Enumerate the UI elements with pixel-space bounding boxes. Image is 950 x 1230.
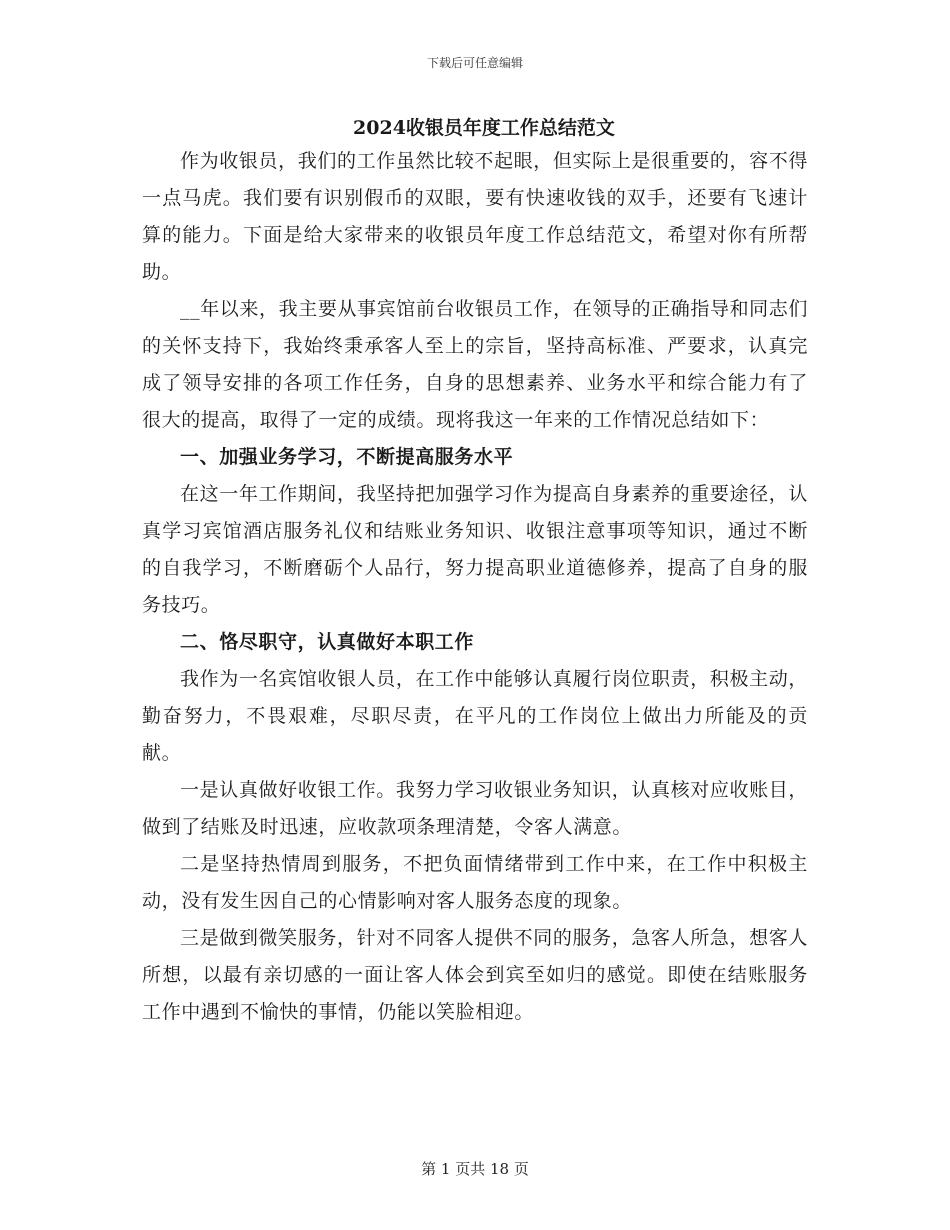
paragraph-intro: 作为收银员，我们的工作虽然比较不起眼，但实际上是很重要的，容不得一点马虎。我们要有识别假币的双眼，要有快速收钱的双手，还要有飞速计算的能力。下面是给大家带来的收银员年度工作总结范文，希望对你有所帮助。 (142, 150, 808, 283)
document-body (142, 113, 808, 1031)
section-heading-1: 一、加强业务学习，不断提高服务水平 (180, 446, 514, 468)
paragraph-point-1: 一是认真做好收银工作。我努力学习收银业务知识，认真核对应收账目，做到了结账及时迅速，应收款项条理清楚，令客人满意。 (142, 779, 808, 838)
paragraph-point-3: 三是做到微笑服务，针对不同客人提供不同的服务，急客人所急，想客人所想，以最有亲切感的一面让客人体会到宾至如归的感觉。即使在结账服务工作中遇到不愉快的事情，仍能以笑脸相迎。 (142, 927, 808, 1023)
paragraph-overview: __年以来，我主要从事宾馆前台收银员工作，在领导的正确指导和同志们的关怀支持下，我始终秉承客人至上的宗旨，坚持高标准、严要求，认真完成了领导安排的各项工作任务，自身的思想素养、业务水平和综合能力有了很大的提高，取得了一定的成绩。现将我这一年来的工作情况总结如下： (142, 298, 808, 431)
paragraph-study: 在这一年工作期间，我坚持把加强学习作为提高自身素养的重要途径，认真学习宾馆酒店服务礼仪和结账业务知识、收银注意事项等知识，通过不断的自我学习，不断磨砺个人品行，努力提高职业道德修养，提高了自身的服务技巧。 (142, 483, 808, 616)
header-note: 下载后可任意编辑 (426, 56, 523, 70)
document-title: 2024收银员年度工作总结范文 (353, 117, 615, 139)
paragraph-duty: 我作为一名宾馆收银人员，在工作中能够认真履行岗位职责，积极主动，勤奋努力，不畏艰难，尽职尽责，在平凡的工作岗位上做出力所能及的贡献。 (142, 668, 808, 764)
page-number: 第 1 页共 18 页 (421, 1160, 529, 1178)
section-heading-2: 二、恪尽职守，认真做好本职工作 (180, 631, 475, 653)
paragraph-point-2: 二是坚持热情周到服务，不把负面情绪带到工作中来，在工作中积极主动，没有发生因自己的心情影响对客人服务态度的现象。 (142, 853, 808, 912)
